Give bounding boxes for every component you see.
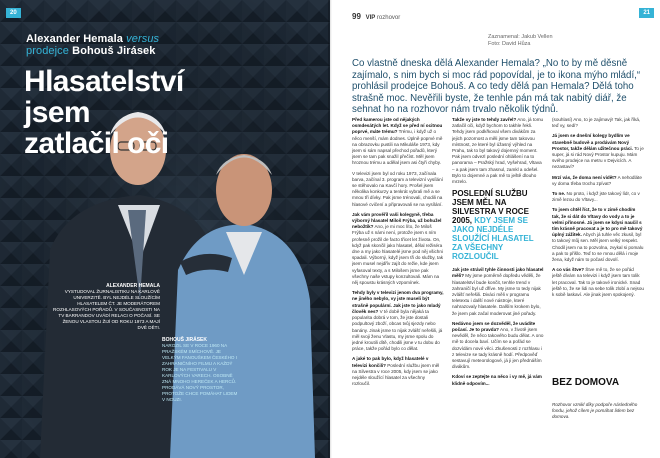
credit-photo: Foto: David Hůza — [488, 41, 531, 47]
question: Nedávno jsem se dozvěděl, že uvádíte počasí. Je to pravda? — [452, 320, 536, 333]
question: Tehdy byly v televizi jenom dva programy, ne jiného nebylo, vy jste museli být strašně populární. Jak jste to jako mladý člověk nes? — [352, 290, 444, 314]
answer: My jsme poměrně dopředu věděli, že hlasatelství bude končit, tenhle trend v zahraničí byl už dříve. My jsme to tedy nijak zvlášť neřešili. Diváci měli v programu teletextu i další nové nástroje, které nahrazovaly hlasatele. Dalším krokem bylo, že jsem pak začal moderovat jiné pořady. — [452, 273, 541, 316]
answer: Štve mě to, že se pořád ještě dívám na televizi i když jsem tam tolik let pracoval. Tak to je takové ironické. Snad ještě to, že se lidi na sebe tolik zlobí a nejsou k sobě laskaví. Ale jinak jsem spokojený. — [552, 267, 644, 298]
interview-names — [26, 33, 159, 57]
logo-caption: Rozhovor vznikl díky podpoře následného fondu, jehož cílem je pomáhat lidem bez domova. — [552, 402, 638, 419]
question: Takže vy jste to tehdy zavřel? — [452, 117, 517, 122]
credit-author: Zaznamenal: Jakub Vellen — [488, 34, 553, 40]
bez-domova-logo: BEZ DOMOVA — [552, 377, 620, 388]
answer: V té době byla nějaká ta popularita dobrá v tom, že jste dostali podpultový zboží, obcas tvůj sjezdy nebo banány. Jinak jsme to nijak zvlášť neřešili, já měl svoji ženu Vlastu, my jsme spolu do jedné kroutili dítě, chodili jsme v tu dobu do práce, takže pořád bylo co dělat. — [352, 308, 443, 352]
credits — [488, 34, 553, 48]
caption-hemala — [52, 283, 160, 331]
question: A jaké to pak bylo, když hlasatelé v televizi končili? — [352, 356, 429, 368]
column-1 — [352, 117, 444, 391]
question: Mrzí vás, že doma není vidět? — [552, 174, 617, 180]
answer: Poslední službu jsem měl na Silvestra v roce 2005, kdy jsem se jako nejdéle sloužící hlasatel za všechny rozloučil. — [352, 362, 440, 387]
intro-paragraph: Co vlastně dneska dělá Alexander Hemala? „No to by mě děsně zajímalo, s nim bych si moc rád popovídal, je to ikona mýho mládí,“ prohlásil prodejce Bohouš. A co tedy dělá pan Hemala? Dělá toho strašně moc. Nevěřili byste, že tenhle pán má tak nabitý diář, že sehnat ho na rozhovor nám trvalo několik týdnů. — [352, 58, 641, 116]
section-header — [352, 12, 400, 21]
answer: Ano, v životě jsem nevěděl, že něco takového budu dělat. A ono mě to docela baví. Učím se a pořád se dozvídám nové věci. Zkušenosti z rozhlasu i z televize se tady krásně hodí. Předpověď sestavují meteorologové, já ji jen přednáším divákům. — [452, 327, 544, 370]
spine-shadow — [328, 0, 332, 458]
pull-quote — [452, 189, 544, 261]
quote-mark-icon: 99 — [352, 12, 361, 21]
section-vip: VIP — [365, 15, 376, 21]
page-number: 20 — [6, 8, 21, 18]
answer: Trému, i když už o něco menší, mám dodnes. Úplně poprvé mě na obrazovku pustili na Mikuláše 1973, kdy jsem si sám napsal přechod pořadů, který jsem se tam pak snažil přečíst. Měl jsem hroznou trému a udělal jsem asi čtyři chyby. — [352, 129, 443, 166]
question: Kdoví se zeptejte na něco i vy mě, já vám klidně odpovím... — [452, 374, 542, 386]
headline: Hlasatelství jsem zatlačil oči — [24, 65, 184, 160]
question: Před kamerou jste od nějakých osmdesátých let. Když se před ní ocitnou poprvé, máte trému? — [352, 117, 443, 135]
answer: A nehodláte vy doma třeba trochu zpívat? — [552, 174, 642, 186]
column-2 — [452, 117, 544, 391]
question: To jsem chtěl říct, že to v zimě chodím tak, že si dát do Vltavy do vody a to je velmi přínosné. Já jsem se kdysi naučil s tím krásně pracovat a je to pro mě takový úplný zážitek. — [552, 207, 643, 238]
caption-jirasek — [162, 337, 240, 403]
page-number: 21 — [639, 8, 654, 18]
answer: (souhlasí) Ano, to je zajímavý! Tak, jak říká, teď vy, sedí? — [552, 117, 641, 129]
name2-prefix: prodejce — [26, 45, 69, 57]
answer: No proto, i když jste takový lídr, co v zimě lezou do Vltavy... — [552, 191, 640, 203]
answer: V televizi jsem byl od roku 1973, začínala barva, začínal 3. program a televizní vysílání se stěhovalo na Kavčí hory. Prošel jsem několika konkurzy a tenkrát vybrali mě a se mnou tři dívky. Pak jsme trénovali, chodili na hlasové cvičení a připravovali se na vysílání. — [352, 170, 443, 207]
column-3 — [552, 117, 644, 302]
question: Jak jste strávil tyhle činnosti jako hlasatel měli? — [452, 267, 544, 279]
answer: Ano, je mi moc líto, že Miloš Frýba už s námi není, protože jsem s ním profesně prožil de facto třicet let života. On, když pak skončil jako hlasatel, dělal režiséra dne a my jako hlasatelé jsme pod něj všichni spadali. Výborný, když jsem tři do služby, tak jsem musel nejdřív zajít do režie, kde jsem vyfasoval texty, a s Milošem jsme pak všechny naše vstupy konzultovali. Mám na něj spoustu krásných vzpomínek. — [352, 224, 444, 286]
name-hemala: Alexander Hemala — [26, 33, 123, 45]
pull-quote-highlight: KDY JSEM SE JAKO NEJDÉLE SLOUŽÍCÍ HLASATEL ZA VŠECHNY ROZLOUČIL — [452, 216, 534, 262]
answer: Ano, já tomu zatlačil oči, když bychom to takhle řekli. Tehdy jsem podkřkoval všem divákům za jejich pozornost a měli jsme tam takovou místnost, ze které byl úžasný výhled na Prahu, tak to byl takový dojemný moment. Pak jsem odvezl poslední ohlášení na to panorama – Pražský hrad, Vyšehrad, Vltava – a pak jsem tam zhasnul, zamkl a odešel. Bylo to dojemné a pak mě to ještě dlouho mrzelo. — [452, 117, 544, 185]
answer: To je super, já si rád Nový Prostor kupuju. Mám svého prodejce na metru v Dejvicích. A nezastaví? — [552, 145, 644, 170]
right-page — [330, 0, 660, 458]
question: Já jsem se dnešní kolegy bydlím ve stavebně budově a prodávám Nový Prostor, takže dělám užitečnou práci. — [552, 133, 633, 151]
caption-jirasek-title: BOHOUŠ JIRÁSEK — [162, 337, 208, 343]
question: A co vás štve? — [552, 267, 585, 273]
pull-quote-text: POSLEDNÍ SLUŽBU JSEM MĚL NA SILVESTRA V ROCE 2005, — [452, 189, 529, 226]
versus-label: versus — [126, 33, 160, 45]
name-jirasek: Bohouš Jirásek — [72, 45, 156, 57]
caption-hemala-text: VYSTUDOVAL ŽURNALISTIKU NA KARLOVĚ UNIVERZITĚ. BYL NEJDÉLE SLOUŽÍCÍM HLASATELEM ČT. JE MODERÁTOREM ROZHLASOVÝCH POŘADŮ. V SOUČASNOSTI NA TV BARRANDOV UVÁDÍ RELACI O POČASÍ. SE ŽENOU VLASTOU ŽIJÍ OD ROKU 1973 A MAJÍ DVĚ DĚTI. — [53, 289, 160, 330]
question: Jak vám prověřil vaši kolegyně, třeba výborný hlasatel Miloš Frýba, už bohužel nebožtík? — [352, 211, 442, 230]
section-name: rozhovor — [376, 15, 401, 21]
answer: Abych já tuhle věc zkusil, byl to takový můj sen. Měl jsem velký respekt. Chodil jsem na to pozvolna, zvykal si pomalu a pak to přišlo. Teď to se mnou dělá i moje žena, když nám to počasí dovolí. — [552, 232, 644, 263]
caption-jirasek-text: NAROZIL SE V ROCE 1960 NA PRAŽSKÉM SMÍCHOVĚ. JE VELKÝM FANOUŠKEM ČESKÉHO I ZAHRANIČNÍHO FILMU A KAŽDÝ ROK JE NA FESTIVALU V KARLOVÝCH VARECH. OSOBNĚ ZNÁ MNOHO HEREČEK A HERCŮ. PRODÁVÁ NOVÝ PROSTOR, PROTOŽE CHCE POMÁHAT LIDEM V NOUZI. — [162, 343, 238, 402]
caption-hemala-title: ALEXANDER HEMALA — [106, 283, 160, 289]
question: To ne. — [552, 191, 566, 197]
